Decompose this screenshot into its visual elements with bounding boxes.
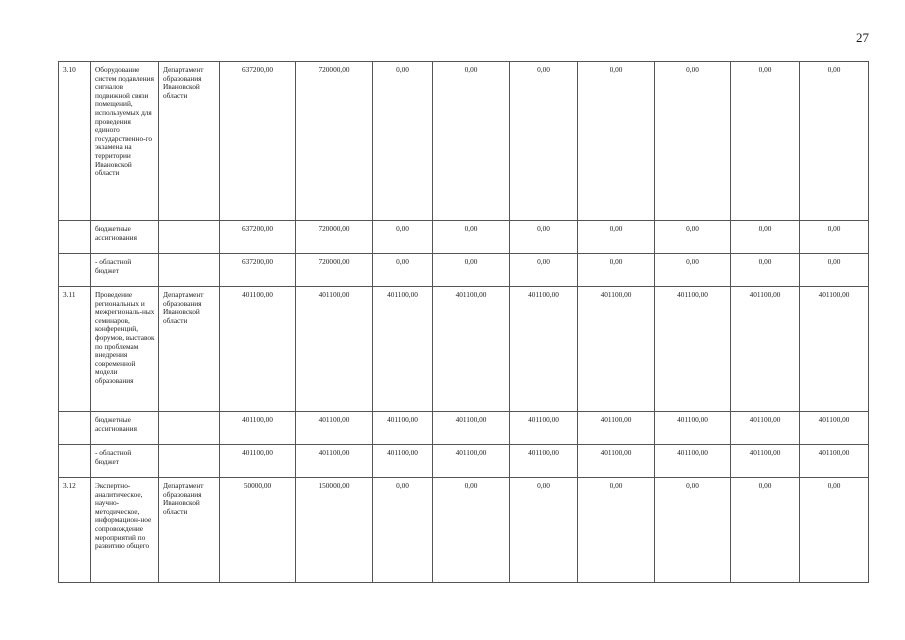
- value-cell: 0,00: [800, 221, 869, 254]
- table-row: [59, 478, 869, 583]
- value-cell: 401100,00: [296, 445, 373, 478]
- value-cell: 0,00: [373, 221, 433, 254]
- executor-cell: [159, 412, 220, 445]
- table-row: [59, 445, 869, 478]
- value-cell: 401100,00: [433, 445, 510, 478]
- value-cell: 0,00: [655, 221, 731, 254]
- budget-table: [58, 61, 869, 583]
- value-cell: 0,00: [510, 478, 578, 583]
- table-row: [59, 254, 869, 287]
- table-body: [59, 62, 869, 583]
- value-cell: 401100,00: [433, 287, 510, 412]
- table-row: [59, 221, 869, 254]
- page-number: 27: [856, 30, 869, 45]
- value-cell: 0,00: [433, 221, 510, 254]
- row-number-cell: 3.11: [59, 287, 91, 412]
- executor-cell: Департамент образования Ивановской области: [159, 478, 220, 583]
- value-cell: 0,00: [800, 478, 869, 583]
- measure-name-cell: - областной бюджет: [91, 445, 159, 478]
- table-row: [59, 287, 869, 412]
- value-cell: 401100,00: [510, 445, 578, 478]
- executor-cell: Департамент образования Ивановской области: [159, 287, 220, 412]
- measure-name-cell: бюджетные ассигнования: [91, 221, 159, 254]
- value-cell: 401100,00: [655, 412, 731, 445]
- value-cell: 401100,00: [578, 445, 655, 478]
- value-cell: 0,00: [510, 221, 578, 254]
- value-cell: 637200,00: [220, 254, 296, 287]
- value-cell: 401100,00: [373, 445, 433, 478]
- value-cell: 0,00: [373, 478, 433, 583]
- value-cell: 0,00: [373, 254, 433, 287]
- executor-cell: [159, 445, 220, 478]
- value-cell: 0,00: [433, 62, 510, 221]
- value-cell: 0,00: [731, 221, 800, 254]
- value-cell: 0,00: [655, 254, 731, 287]
- value-cell: 0,00: [655, 62, 731, 221]
- value-cell: 0,00: [433, 254, 510, 287]
- value-cell: 0,00: [800, 62, 869, 221]
- value-cell: 0,00: [578, 478, 655, 583]
- value-cell: 401100,00: [373, 412, 433, 445]
- value-cell: 401100,00: [373, 287, 433, 412]
- row-number-cell: 3.10: [59, 62, 91, 221]
- value-cell: 0,00: [800, 254, 869, 287]
- row-number-cell: [59, 445, 91, 478]
- value-cell: 0,00: [731, 478, 800, 583]
- value-cell: 150000,00: [296, 478, 373, 583]
- value-cell: 401100,00: [220, 445, 296, 478]
- measure-name-cell: бюджетные ассигнования: [91, 412, 159, 445]
- executor-cell: Департамент образования Ивановской области: [159, 62, 220, 221]
- executor-cell: [159, 254, 220, 287]
- row-number-cell: [59, 221, 91, 254]
- value-cell: 0,00: [731, 254, 800, 287]
- value-cell: 720000,00: [296, 221, 373, 254]
- value-cell: 0,00: [731, 62, 800, 221]
- value-cell: 401100,00: [731, 445, 800, 478]
- value-cell: 401100,00: [731, 412, 800, 445]
- value-cell: 401100,00: [800, 287, 869, 412]
- value-cell: 0,00: [578, 62, 655, 221]
- measure-name-cell: Проведение региональных и межрегиональ-ных семинаров, конференций, форумов, выставок по проблемам внедрения современной модели образования: [91, 287, 159, 412]
- value-cell: 401100,00: [220, 412, 296, 445]
- value-cell: 401100,00: [578, 412, 655, 445]
- value-cell: 637200,00: [220, 62, 296, 221]
- value-cell: 637200,00: [220, 221, 296, 254]
- value-cell: 401100,00: [800, 445, 869, 478]
- value-cell: 401100,00: [510, 287, 578, 412]
- table-row: [59, 412, 869, 445]
- value-cell: 720000,00: [296, 254, 373, 287]
- value-cell: 720000,00: [296, 62, 373, 221]
- value-cell: 401100,00: [220, 287, 296, 412]
- measure-name-cell: Оборудование систем подавления сигналов подвижной связи помещений, используемых для проведения единого государственно-го экзамена на территории Ивановской области: [91, 62, 159, 221]
- value-cell: 401100,00: [433, 412, 510, 445]
- value-cell: 0,00: [510, 62, 578, 221]
- value-cell: 401100,00: [800, 412, 869, 445]
- value-cell: 0,00: [510, 254, 578, 287]
- value-cell: 0,00: [433, 478, 510, 583]
- value-cell: 0,00: [578, 254, 655, 287]
- value-cell: 0,00: [373, 62, 433, 221]
- row-number-cell: [59, 254, 91, 287]
- row-number-cell: [59, 412, 91, 445]
- value-cell: 401100,00: [296, 412, 373, 445]
- measure-name-cell: Экспертно-аналитическое, научно-методическое, информацион-ное сопровождение мероприятий по развитию общего: [91, 478, 159, 583]
- value-cell: 0,00: [655, 478, 731, 583]
- value-cell: 401100,00: [655, 287, 731, 412]
- row-number-cell: 3.12: [59, 478, 91, 583]
- value-cell: 401100,00: [731, 287, 800, 412]
- table-row: [59, 62, 869, 221]
- value-cell: 401100,00: [510, 412, 578, 445]
- value-cell: 401100,00: [578, 287, 655, 412]
- value-cell: 401100,00: [296, 287, 373, 412]
- measure-name-cell: - областной бюджет: [91, 254, 159, 287]
- executor-cell: [159, 221, 220, 254]
- value-cell: 50000,00: [220, 478, 296, 583]
- value-cell: 401100,00: [655, 445, 731, 478]
- value-cell: 0,00: [578, 221, 655, 254]
